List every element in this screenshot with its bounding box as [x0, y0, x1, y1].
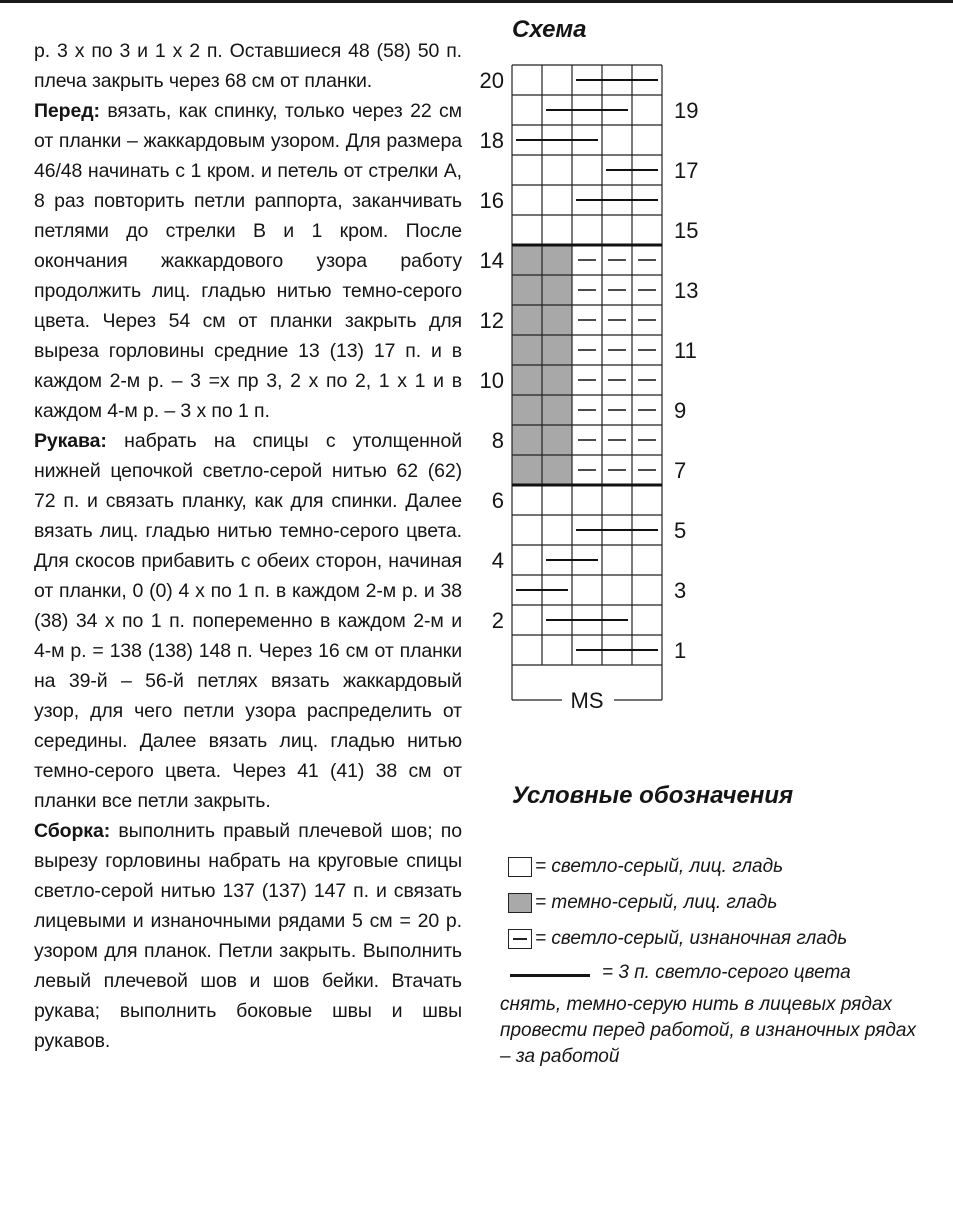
assembly-section: [34, 816, 462, 1056]
row-label-right: 5: [674, 518, 687, 543]
sleeves-heading: Рукава:: [34, 430, 107, 452]
legend-label-dark: = темно-серый, лиц. гладь: [535, 892, 778, 913]
dark-cell: [512, 245, 542, 275]
dark-cell: [542, 425, 572, 455]
purl-swatch-icon: [508, 929, 532, 949]
back-continuation: р. 3 х по 3 и 1 х 2 п. Оставшиеся 48 (58) 50 п. плеча закрыть через 68 см от планки.: [34, 40, 462, 92]
dark-cell: [512, 425, 542, 455]
row-label-left: 12: [479, 308, 504, 333]
dark-cell: [542, 245, 572, 275]
dark-cell: [512, 275, 542, 305]
row-label-right: 17: [674, 158, 699, 183]
legend-line-note: снять, темно-серую нить в лицевых рядах провести перед работой, в изнаночных рядах – за работой: [500, 994, 916, 1067]
legend-line-label: = 3 п. светло-серого цвета: [602, 962, 851, 983]
dark-swatch-icon: [508, 893, 532, 913]
row-label-right: 19: [674, 98, 699, 123]
dark-cell: [512, 335, 542, 365]
dark-cell: [512, 395, 542, 425]
repeat-label: MS: [570, 688, 604, 713]
dark-cell: [512, 455, 542, 485]
row-label-left: 2: [491, 608, 504, 633]
top-rule: [0, 0, 953, 3]
dark-cell: [542, 365, 572, 395]
row-label-left: 20: [479, 68, 504, 93]
dark-cell: [542, 335, 572, 365]
row-label-right: 3: [674, 578, 687, 603]
dark-cell: [542, 305, 572, 335]
dark-cell: [512, 365, 542, 395]
front-section: [34, 96, 462, 426]
row-label-left: 18: [479, 128, 504, 153]
legend-item-dark: [508, 890, 777, 916]
assembly-heading: Сборка:: [34, 820, 111, 842]
row-label-left: 4: [491, 548, 504, 573]
sleeves-section: [34, 426, 462, 816]
assembly-body: выполнить правый плечевой шов; по вырезу горловины набрать на круговые спицы светло-серой нитью 137 (137) 147 п. и связать лицевыми и изнаночными рядами 5 см = 20 р. узором для планок. Петли закрыть. Выполнить левый плечевой шов и шов бейки. Втачать рукава; выполнить боковые швы и швы рукавов.: [34, 820, 462, 1052]
knitting-chart: [470, 55, 720, 715]
sleeves-body: набрать на спицы с утолщенной нижней цепочкой светло-серой нитью 62 (62) 72 п. и связать планку, как для спинки. Далее вязать лиц. гладью нитью темно-серого цвета. Для скосов прибавить с обеих сторон, начиная от планки, 0 (0) 4 х по 1 п. в каждом 2-м р. и 38 (38) 34 х по 1 п. попеременно в каждом 2-м и 4-м р. = 138 (138) 148 п. Через 16 см от планки на 39-й – 56-й петлях вязать жаккардовый узор, для чего петли узора распределить от середины. Далее вязать лиц. гладью нитью темно-серого цвета. Через 41 (41) 38 см от планки все петли закрыть.: [34, 430, 463, 812]
row-label-right: 9: [674, 398, 687, 423]
row-label-right: 13: [674, 278, 699, 303]
row-label-right: 11: [674, 338, 697, 363]
instructions-text: [34, 36, 462, 1056]
row-label-left: 6: [491, 488, 504, 513]
dark-cell: [542, 455, 572, 485]
row-label-right: 1: [674, 638, 687, 663]
row-label-left: 16: [479, 188, 504, 213]
dark-cell: [542, 275, 572, 305]
light-swatch-icon: [508, 857, 532, 877]
row-label-left: 8: [491, 428, 504, 453]
row-label-right: 15: [674, 218, 699, 243]
row-label-left: 10: [479, 368, 504, 393]
front-heading: Перед:: [34, 100, 100, 122]
legend-title: Условные обозначения: [512, 782, 794, 809]
dark-cell: [512, 305, 542, 335]
dark-cell: [542, 395, 572, 425]
scheme-title: Схема: [512, 16, 587, 43]
legend-item-purl: [508, 926, 847, 952]
row-label-left: 14: [479, 248, 504, 273]
front-body: вязать, как спинку, только через 22 см от планки – жаккардовым узором. Для размера 46/48 начинать с 1 кром. и петель от стрелки А, 8 раз повторить петли раппорта, заканчивать петлями до стрелки В и 1 кром. После окончания жаккардового узора работу продолжить лиц. гладью нитью темно-серого цвета. Через 54 см от планки закрыть для выреза горловины средние 13 (13) 17 п. и в каждом 2-м р. – 3 =х пр 3, 2 х по 2, 1 х 1 и в каждом 4-м р. – 3 х по 1 п.: [34, 100, 462, 422]
legend-item-light: [508, 854, 783, 880]
slip-line-icon: [510, 974, 590, 977]
legend-label-purl: = светло-серый, изнаночная гладь: [535, 928, 848, 949]
legend-label-light: = светло-серый, лиц. гладь: [535, 856, 784, 877]
row-label-right: 7: [674, 458, 687, 483]
